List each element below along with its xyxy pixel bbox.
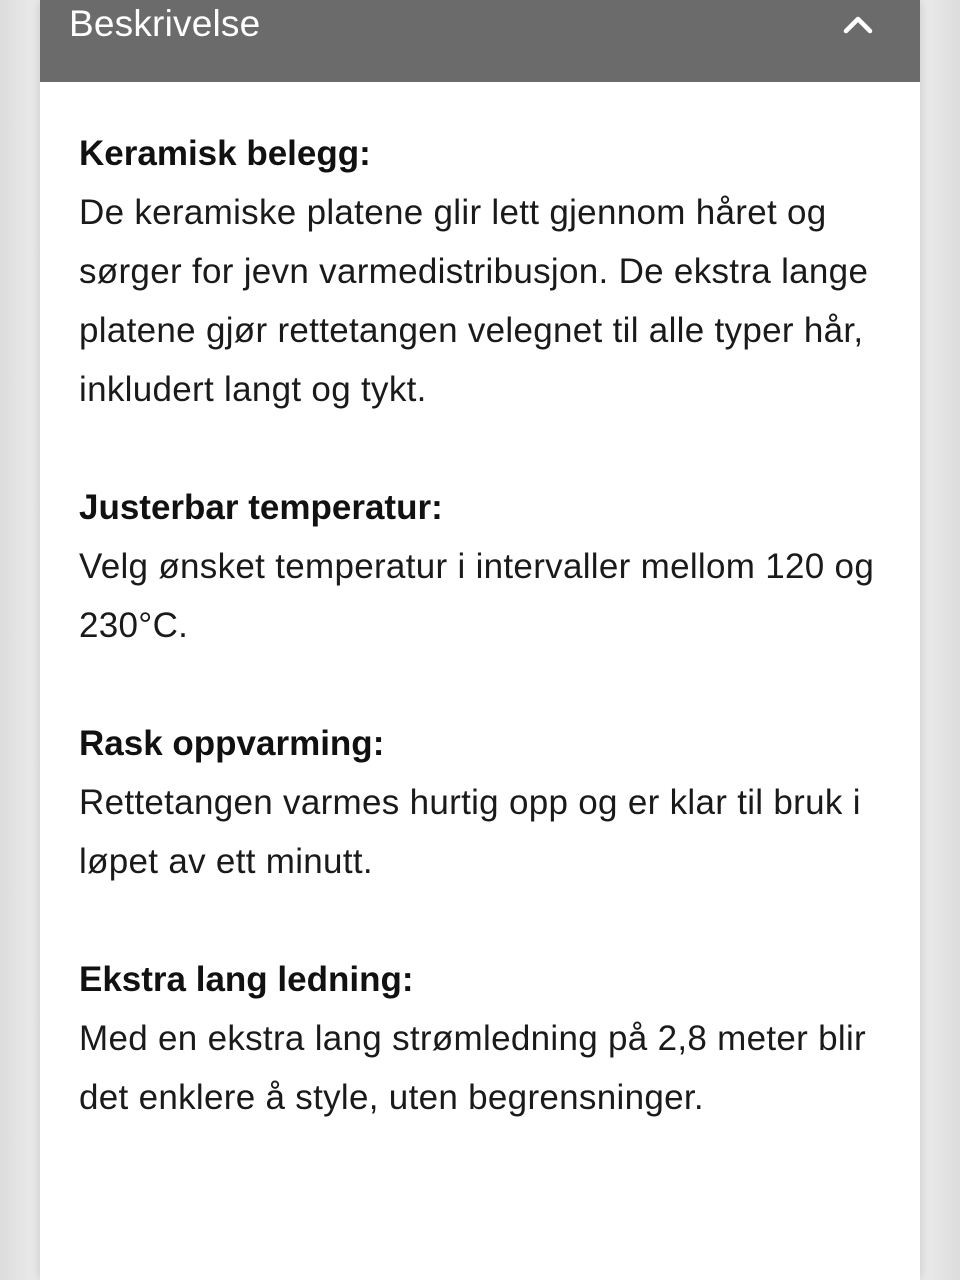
section-heading: Rask oppvarming: (79, 724, 385, 763)
feature-section-cord (79, 950, 879, 1127)
section-text: Med en ekstra lang strømledning på 2,8 meter blir det enklere å style, uten begrensninger. (79, 1019, 867, 1117)
chevron-up-icon[interactable] (836, 2, 880, 46)
section-text: Rettetangen varmes hurtig opp og er klar til bruk i løpet av ett minutt. (79, 783, 861, 881)
description-accordion (40, 0, 920, 1280)
accordion-content (79, 124, 879, 1186)
accordion-header[interactable] (40, 0, 920, 82)
section-heading: Justerbar temperatur: (79, 488, 443, 527)
section-heading: Ekstra lang ledning: (79, 960, 414, 999)
section-text: De keramiske platene glir lett gjennom håret og sørger for jevn varmedistribusjon. De ekstra lange platene gjør rettetangen velegnet til alle typer hår, inkludert langt og tykt. (79, 193, 869, 409)
feature-section-heating (79, 714, 879, 891)
accordion-title: Beskrivelse (69, 3, 261, 44)
feature-section-ceramic (79, 124, 879, 419)
section-heading: Keramisk belegg: (79, 134, 371, 173)
feature-section-temperature (79, 478, 879, 655)
section-text: Velg ønsket temperatur i intervaller mellom 120 og 230°C. (79, 547, 875, 645)
